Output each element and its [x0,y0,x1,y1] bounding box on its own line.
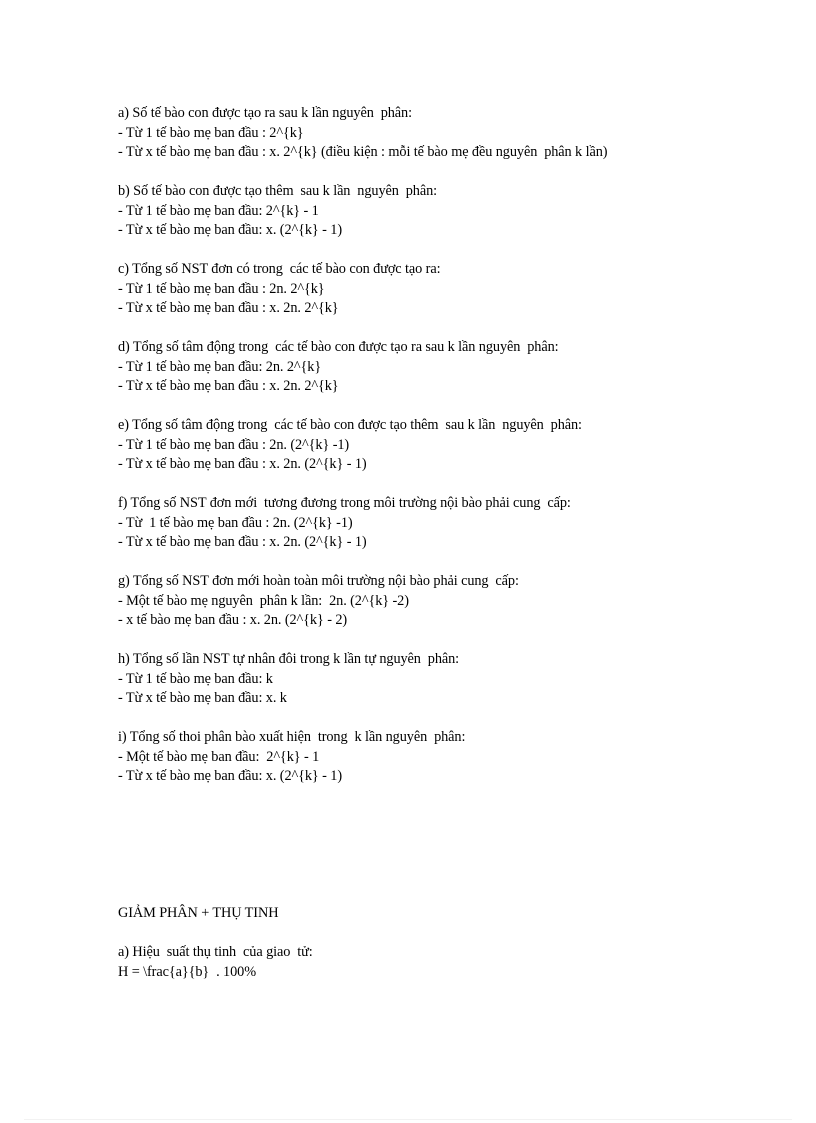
section-h [118,650,738,709]
section-g [118,572,738,631]
formula-line: - Từ x tế bào mẹ ban đầu: x. (2^{k} - 1) [118,768,343,784]
formula-line: H = \frac{a}{b} . 100% [118,963,257,980]
formula-line: - Từ 1 tế bào mẹ ban đầu : 2n. (2^{k} -1) [118,436,350,453]
section-heading: g) Tổng số NST đơn mới hoàn toàn môi trường nội bào phải cung cấp: [118,573,519,589]
part-title-text: GIẢM PHÂN + THỤ TINH [118,905,279,921]
section-heading: e) Tổng số tâm động trong các tế bào con được tạo thêm sau k lần nguyên phân: [118,417,582,433]
blank-space [118,806,738,904]
formula-line: - Từ x tế bào mẹ ban đầu : x. 2^{k} (điều kiện : mỗi tế bào mẹ đều nguyên phân k lần) [118,144,608,160]
page-bottom-edge [24,1119,792,1120]
section-heading: a) Số tế bào con được tạo ra sau k lần nguyên phân: [118,105,412,121]
formula-line: - Từ x tế bào mẹ ban đầu: x. (2^{k} - 1) [118,222,343,238]
section-heading: i) Tổng số thoi phân bào xuất hiện trong k lần nguyên phân: [118,729,466,745]
formula-line: - Từ 1 tế bào mẹ ban đầu : 2n. 2^{k} [118,280,325,297]
section-b [118,182,738,241]
formula-line: - Từ 1 tế bào mẹ ban đầu : 2n. (2^{k} -1) [118,514,353,531]
formula-line: - Từ 1 tế bào mẹ ban đầu: k [118,670,273,687]
formula-line: - Một tế bào mẹ ban đầu: 2^{k} - 1 [118,748,320,765]
section-heading: f) Tổng số NST đơn mới tương đương trong môi trường nội bào phải cung cấp: [118,495,571,511]
part-title [118,904,738,924]
formula-line: - x tế bào mẹ ban đầu : x. 2n. (2^{k} - 2) [118,612,348,628]
section-heading: c) Tổng số NST đơn có trong các tế bào con được tạo ra: [118,261,441,277]
section-heading: b) Số tế bào con được tạo thêm sau k lần nguyên phân: [118,183,438,199]
section-f [118,494,738,553]
formula-line: - Từ x tế bào mẹ ban đầu: x. k [118,690,287,706]
formula-line: - Từ 1 tế bào mẹ ban đầu : 2^{k} [118,124,304,141]
formula-line: - Từ x tế bào mẹ ban đầu : x. 2n. (2^{k} - 1) [118,534,367,550]
document-page [118,104,738,1002]
section-fertilization [118,943,738,982]
formula-line: - Từ 1 tế bào mẹ ban đầu: 2n. 2^{k} [118,358,322,375]
section-heading: a) Hiệu suất thụ tinh của giao tử: [118,944,313,960]
section-a [118,104,738,163]
section-i [118,728,738,787]
section-c [118,260,738,319]
formula-line: - Từ x tế bào mẹ ban đầu : x. 2n. 2^{k} [118,300,339,316]
formula-line: - Từ x tế bào mẹ ban đầu : x. 2n. (2^{k} - 1) [118,456,367,472]
formula-line: - Từ x tế bào mẹ ban đầu : x. 2n. 2^{k} [118,378,339,394]
formula-line: - Một tế bào mẹ nguyên phân k lần: 2n. (2^{k} -2) [118,592,409,609]
section-heading: h) Tổng số lần NST tự nhân đôi trong k lần tự nguyên phân: [118,651,460,667]
section-heading: d) Tổng số tâm động trong các tế bào con được tạo ra sau k lần nguyên phân: [118,339,559,355]
section-e [118,416,738,475]
formula-line: - Từ 1 tế bào mẹ ban đầu: 2^{k} - 1 [118,202,319,219]
section-d [118,338,738,397]
